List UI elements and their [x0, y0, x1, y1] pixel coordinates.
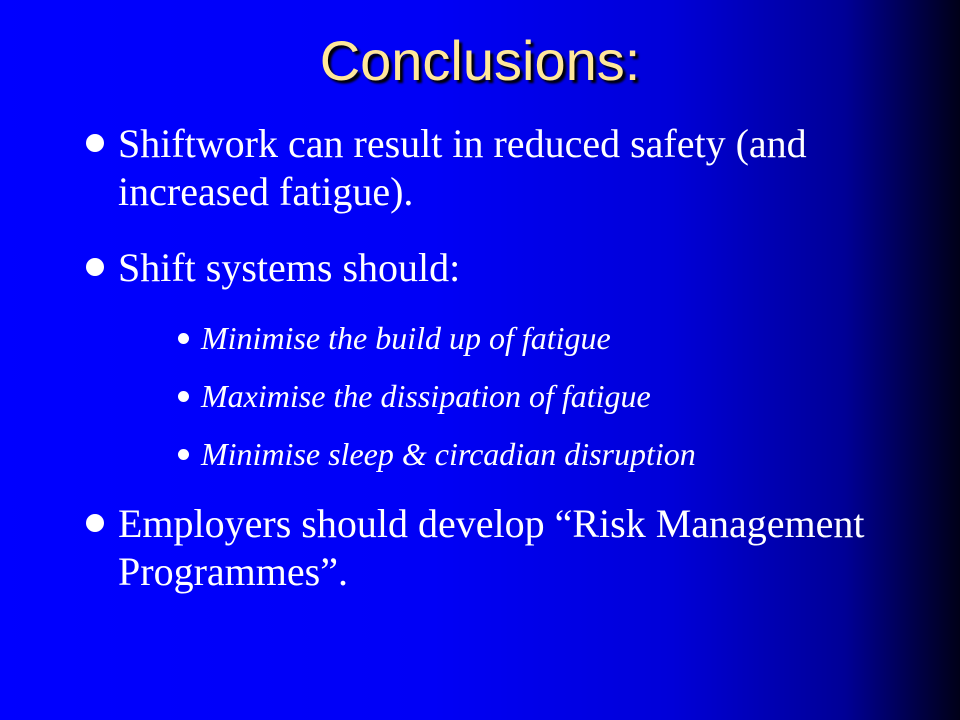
slide-title: Conclusions:	[319, 29, 641, 92]
bullet-text: Shift systems should:	[118, 245, 461, 290]
sub-bullet-text: Maximise the dissipation of fatigue	[201, 378, 651, 414]
sub-bullet-icon	[178, 333, 189, 344]
bullet-icon	[86, 258, 104, 276]
sub-bullet-icon	[178, 391, 189, 402]
sub-bullet-icon	[178, 449, 189, 460]
sub-bullet-text: Minimise sleep & circadian disruption	[201, 436, 696, 472]
bullet-text: Employers should develop “Risk Management Programmes”.	[118, 501, 865, 594]
bullet-icon	[86, 514, 104, 532]
bullet-text: Shiftwork can result in reduced safety (and increased fatigue).	[118, 121, 807, 214]
sub-bullet-text: Minimise the build up of fatigue	[201, 320, 611, 356]
bullet-icon	[86, 134, 104, 152]
